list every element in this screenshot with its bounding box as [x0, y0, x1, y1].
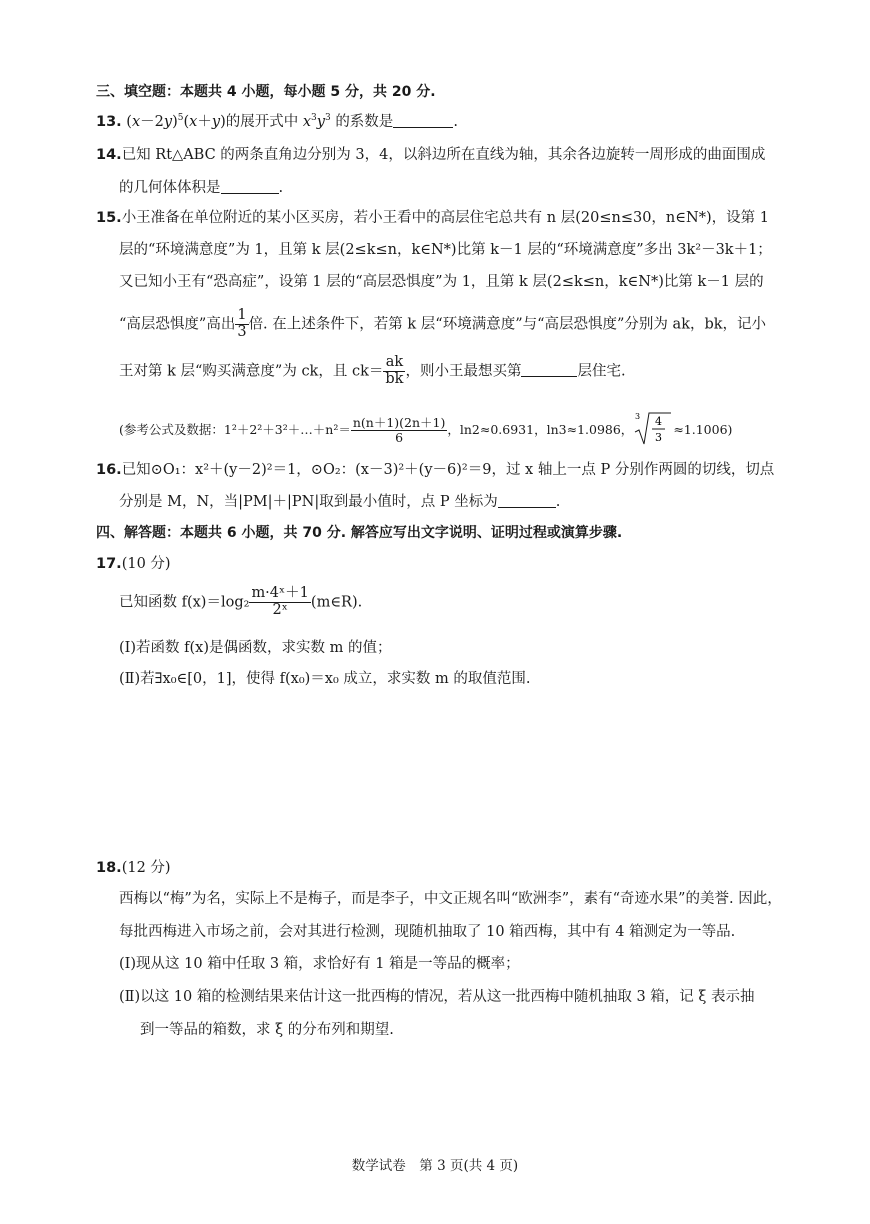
question-number: 16.	[96, 462, 122, 478]
fraction-ak-bk	[383, 355, 405, 388]
fraction-denominator: 3	[237, 323, 247, 340]
svg-text:3: 3	[635, 412, 641, 421]
q17-given	[119, 586, 362, 619]
q15-line4	[119, 308, 766, 341]
reference-text-3: ≈1.1006)	[673, 422, 733, 437]
q18-line1: 西梅以“梅”为名，实际上不是梅子，而是李子，中文正规名叫“欧洲李”，素有“奇迹水果”的美誉. 因此，	[119, 891, 782, 907]
cube-root-icon	[633, 410, 673, 448]
q15-line2: 层的“环境满意度”为 1，且第 k 层(2≤k≤n，k∈N*)比第 k－1 层的“环境满意度”多出 3k²－3k＋1；	[119, 242, 772, 258]
reference-text-2: ，ln2≈0.6931，ln3≈1.0986，	[447, 422, 634, 437]
page-footer: 数学试卷 第 3 页(共 4 页)	[351, 1158, 519, 1174]
fraction-denominator: 6	[395, 430, 404, 445]
q15-line5b: ，则小王最想买第	[405, 363, 522, 380]
question-16	[96, 462, 774, 479]
q14-line1: 已知 Rt△ABC 的两条直角边分别为 3，4，以斜边所在直线为轴，其余各边旋转一周形成的曲面围成	[121, 147, 766, 163]
q18-part2-line2: 到一等品的箱数，求 ξ 的分布列和期望.	[140, 1022, 394, 1038]
q17-part1: (Ⅰ)若函数 f(x)是偶函数，求实数 m 的值；	[119, 640, 392, 656]
q15-line3: 又已知小王有“恐高症”，设第 1 层的“高层恐惧度”为 1，且第 k 层(2≤k≤n，k∈N*)比第 k－1 层的	[119, 274, 764, 290]
section-fill-in-heading: 三、填空题：本题共 4 小题，每小题 5 分，共 20 分.	[96, 84, 436, 100]
q15-line1: 小王准备在单位附近的某小区买房，若小王看中的高层住宅总共有 n 层(20≤n≤30，n∈N*)，设第 1	[121, 210, 769, 226]
fraction-numerator: m·4ˣ＋1	[251, 585, 309, 601]
q18-part2-line1: (Ⅱ)以这 10 箱的检测结果来估计这一批西梅的情况，若从这一批西梅中随机抽取 3 箱，记 ξ 表示抽	[119, 989, 755, 1005]
q15-line5	[119, 355, 626, 388]
q14-line2-text: 的几何体体积是	[119, 180, 221, 196]
q15-line5a: 王对第 k 层“购买满意度”为 ck，且 ck＝	[119, 363, 384, 380]
fraction-denominator: bk	[385, 370, 404, 387]
q18-part1: (Ⅰ)现从这 10 箱中任取 3 箱，求恰好有 1 箱是一等品的概率；	[119, 956, 520, 972]
question-17	[96, 556, 171, 573]
q16-line2b: .	[555, 494, 561, 510]
svg-text:4: 4	[655, 415, 663, 428]
q15-reference	[119, 410, 732, 451]
q17-given-b: (m∈R).	[310, 594, 363, 611]
q16-line1: 已知⊙O₁：x²＋(y－2)²＝1，⊙O₂：(x－3)²＋(y－6)²＝9，过 x 轴上一点 P 分别作两圆的切线，切点	[121, 462, 775, 478]
fraction-denominator: 2ˣ	[272, 601, 288, 618]
q17-part2: (Ⅱ)若∃x₀∈[0，1]，使得 f(x₀)＝x₀ 成立，求实数 m 的取值范围.	[119, 671, 531, 687]
fraction-one-third	[235, 308, 248, 341]
question-number: 15.	[96, 210, 122, 226]
reference-fraction	[351, 416, 448, 445]
section-solution-heading: 四、解答题：本题共 6 小题，共 70 分. 解答应写出文字说明、证明过程或演算步骤.	[96, 525, 623, 541]
score: (10 分)	[121, 556, 171, 572]
q13-text: 的展开式中	[225, 114, 299, 130]
question-15	[96, 210, 769, 227]
q13-text2: 的系数是	[335, 114, 394, 130]
question-14-line2: 的几何体体积是 .	[119, 180, 284, 196]
q17-given-a: 已知函数 f(x)＝log₂	[119, 594, 250, 611]
q13-expression: $(x-2y)^5(x+y)$	[126, 113, 226, 130]
q17-fraction	[249, 586, 310, 619]
question-number: 13.	[96, 114, 122, 130]
answer-blank	[221, 192, 279, 194]
question-13: 13. $(x-2y)^5(x+y)$的展开式中 $x^3y^3$ 的系数是 .	[96, 113, 458, 130]
q18-line2: 每批西梅进入市场之前，会对其进行检测，现随机抽取了 10 箱西梅，其中有 4 箱测定为一等品.	[119, 924, 736, 940]
fraction-numerator: 1	[237, 307, 247, 323]
question-number: 17.	[96, 556, 122, 572]
q15-line4b: 倍. 在上述条件下，若第 k 层“环境满意度”与“高层恐惧度”分别为 ak，bk，记小	[248, 316, 767, 333]
question-14	[96, 147, 765, 164]
question-number: 18.	[96, 860, 122, 876]
q16-line2a: 分别是 M，N，当|PM|＋|PN|取到最小值时，点 P 坐标为	[119, 494, 498, 510]
svg-text:3: 3	[655, 431, 663, 444]
answer-blank	[521, 375, 577, 377]
fraction-numerator: ak	[383, 355, 405, 372]
answer-blank	[498, 506, 556, 508]
q16-line2	[119, 494, 560, 511]
reference-text: (参考公式及数据：1²＋2²＋3²＋…＋n²＝	[119, 422, 351, 437]
question-18	[96, 860, 171, 877]
q15-line4a: “高层恐惧度”高出	[119, 316, 236, 333]
question-number: 14.	[96, 147, 122, 163]
answer-blank	[393, 126, 453, 128]
cube-root-expression	[633, 410, 673, 451]
q15-line5c: 层住宅.	[577, 363, 626, 380]
fraction-numerator: n(n＋1)(2n＋1)	[352, 415, 446, 431]
score: (12 分)	[121, 860, 171, 876]
